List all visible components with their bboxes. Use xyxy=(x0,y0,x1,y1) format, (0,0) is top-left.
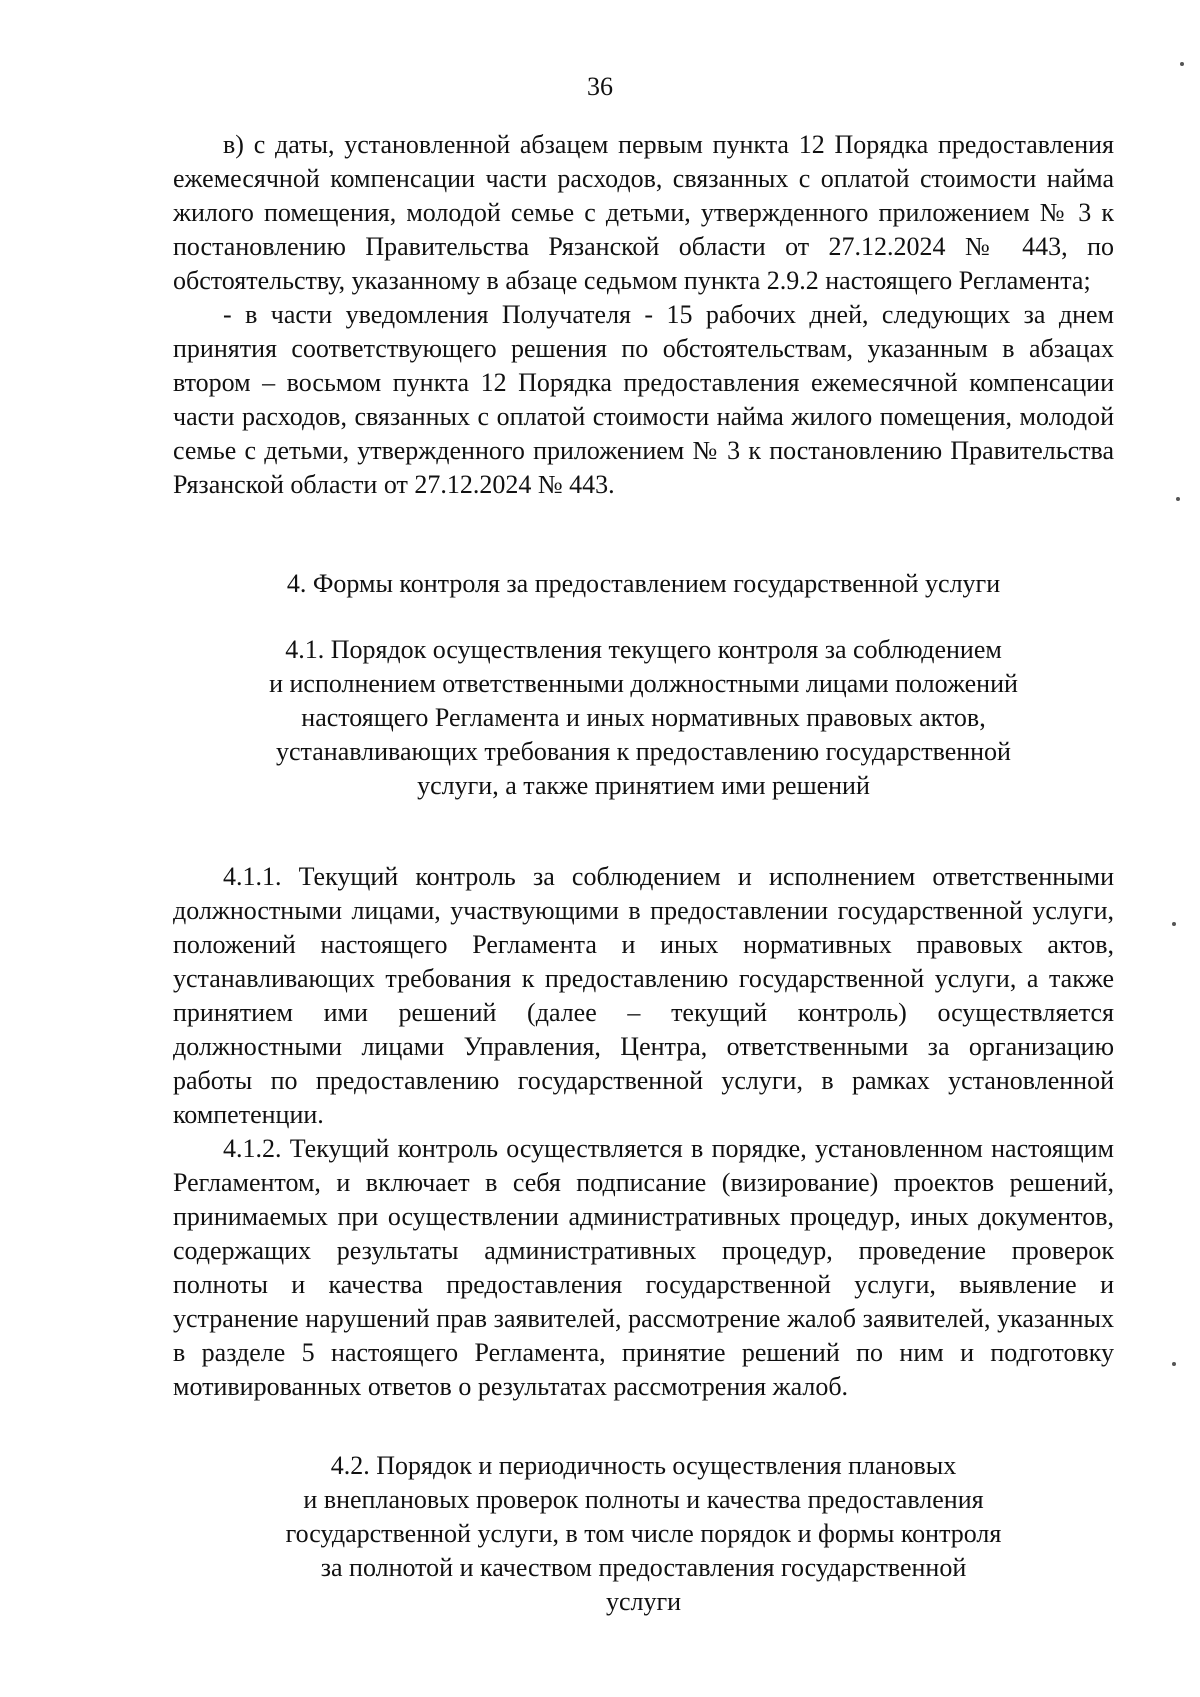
page-number: 36 xyxy=(587,72,613,101)
top-text-block xyxy=(173,128,1114,502)
heading-line: за полнотой и качеством предоставления государственной xyxy=(320,1553,967,1582)
heading-line: услуги, а также принятием ими решений xyxy=(417,771,870,800)
scan-speck xyxy=(1180,62,1184,66)
heading-line: настоящего Регламента и иных нормативных правовых актов, xyxy=(301,703,986,732)
heading-line: и внеплановых проверок полноты и качества предоставления xyxy=(303,1485,984,1514)
section-4-1-heading xyxy=(173,633,1114,803)
heading-line: устанавливающих требования к предоставлению государственной xyxy=(276,737,1011,766)
scan-speck xyxy=(1172,1362,1176,1366)
paragraph-notification: - в части уведомления Получателя - 15 рабочих дней, следующих за днем принятия соответствующего решения по обстоятельствам, указанным в абзацах втором – восьмом пункта 12 Порядка предоставления ежемесячной компенсации части расходов, связанных с оплатой стоимости найма жилого помещения, молодой семье с детьми, утвержденного приложением № 3 к постановлению Правительства Рязанской области от 27.12.2024 № 443. xyxy=(173,300,1114,499)
heading-line: услуги xyxy=(605,1587,682,1616)
scan-speck xyxy=(1172,922,1176,926)
section-4-2-heading xyxy=(173,1449,1114,1619)
heading-line: 4.1. Порядок осуществления текущего контроля за соблюдением xyxy=(285,635,1002,664)
paragraph-4-1-2: 4.1.2. Текущий контроль осуществляется в порядке, установленном настоящим Регламентом, и включает в себя подписание (визирование) проектов решений, принимаемых при осуществлении административных процедур, иных документов, содержащих результаты административных процедур, проведение проверок полноты и качества предоставления государственной услуги, выявление и устранение нарушений прав заявителей, рассмотрение жалоб заявителей, указанных в разделе 5 настоящего Регламента, принятие решений по ним и подготовку мотивированных ответов о результатах рассмотрения жалоб. xyxy=(173,1134,1114,1401)
section-4-1-body xyxy=(173,860,1114,1404)
paragraph-4-1-1: 4.1.1. Текущий контроль за соблюдением и исполнением ответственными должностными лицами, участвующими в предоставлении государственной услуги, положений настоящего Регламента и иных нормативных правовых актов, устанавливающих требования к предоставлению государственной услуги, а также принятием ими решений (далее – текущий контроль) осуществляется должностными лицами Управления, Центра, ответственными за организацию работы по предоставлению государственной услуги, в рамках установленной компетенции. xyxy=(173,862,1114,1129)
scan-speck xyxy=(1176,497,1180,501)
heading-line: 4.2. Порядок и периодичность осуществления плановых xyxy=(330,1451,957,1480)
paragraph-v: в) с даты, установленной абзацем первым пункта 12 Порядка предоставления ежемесячной компенсации части расходов, связанных с оплатой стоимости найма жилого помещения, молодой семье с детьми, утвержденного приложением № 3 к постановлению Правительства Рязанской области от 27.12.2024 № 443, по обстоятельству, указанному в абзаце седьмом пункта 2.9.2 настоящего Регламента; xyxy=(173,130,1114,295)
section-4-heading: 4. Формы контроля за предоставлением государственной услуги xyxy=(286,569,1001,598)
heading-line: государственной услуги, в том числе порядок и формы контроля xyxy=(285,1519,1002,1548)
heading-line: и исполнением ответственными должностными лицами положений xyxy=(269,669,1018,698)
